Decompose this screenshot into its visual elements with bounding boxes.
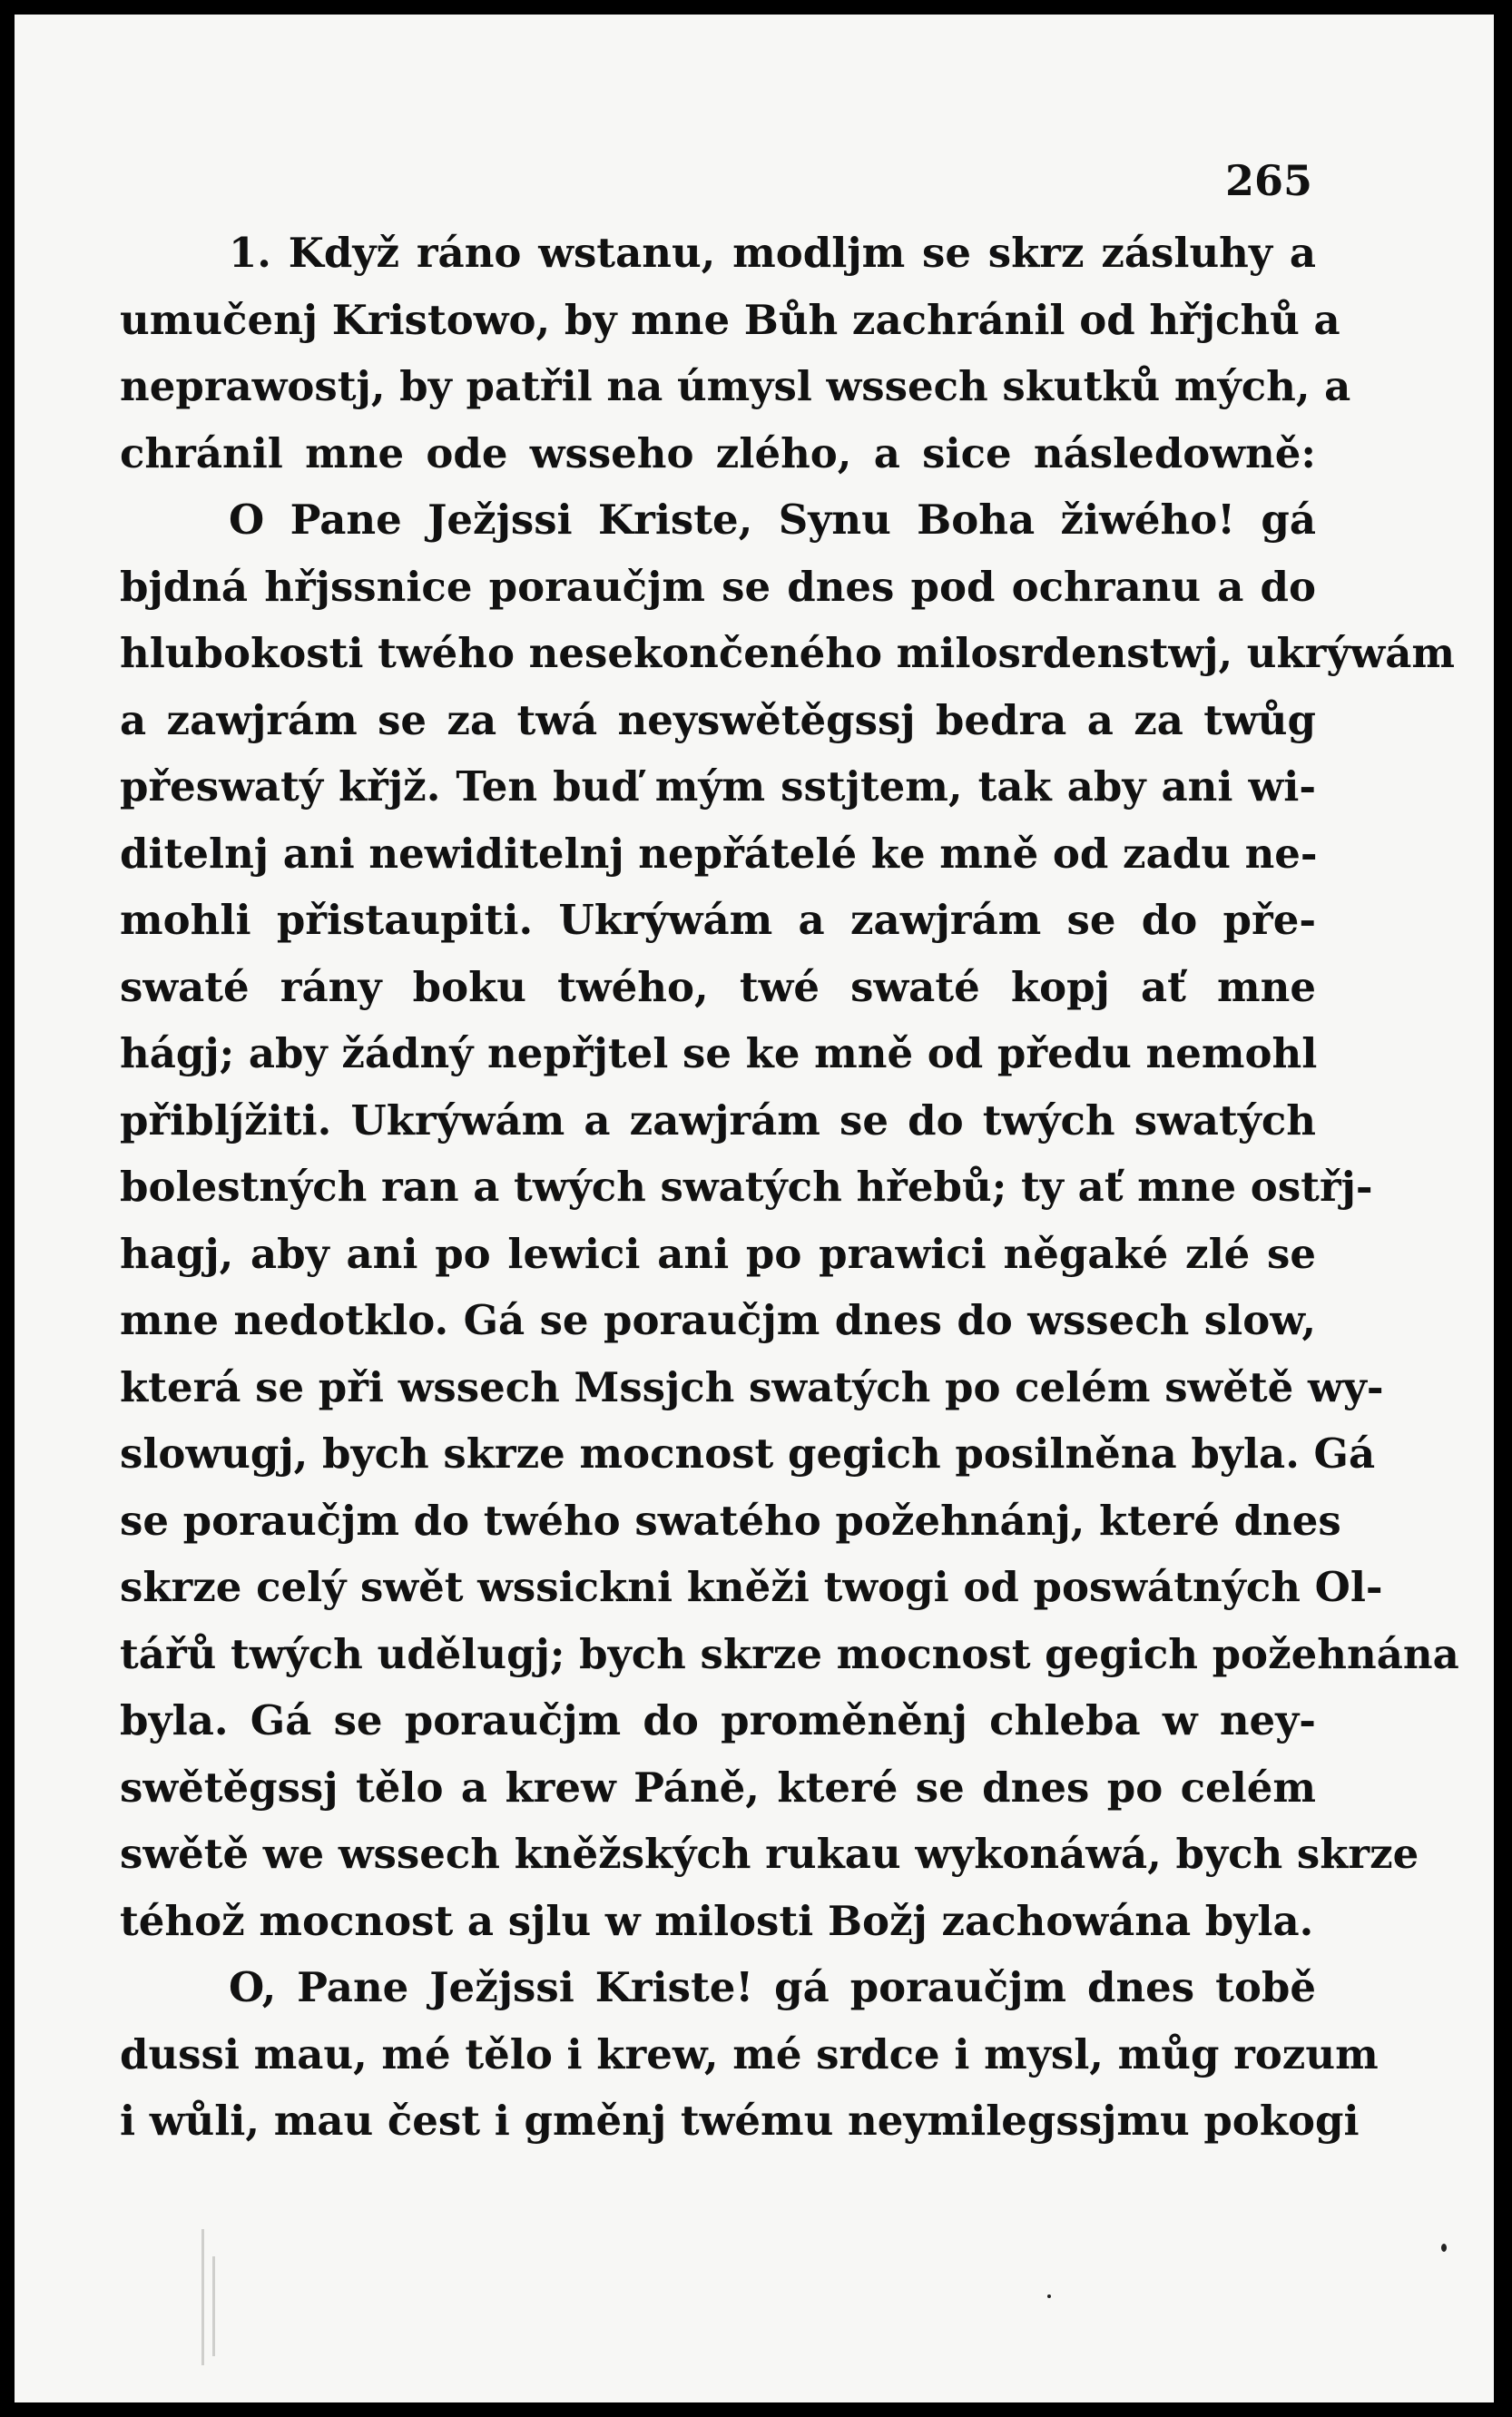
text-line: ditelnj ani newiditelnj nepřátelé ke mně od zadu ne- — [120, 829, 1318, 878]
text-line: hlubokosti twého nesekončeného milosrdenstwj, ukrýwám — [120, 629, 1456, 677]
text-line: O, Pane Ježjssi Kriste! gá poraučjm dnes tobě — [229, 1963, 1316, 2011]
text-line: mohli přistaupiti. Ukrýwám a zawjrám se do pře- — [120, 896, 1316, 944]
body-text — [120, 220, 1459, 2155]
text-line: hágj; aby žádný nepřjtel se ke mně od předu nemohl — [120, 1029, 1318, 1077]
book-page — [15, 15, 1494, 2402]
text-line: téhož mocnost a sjlu w milosti Božj zachowána byla. — [120, 1896, 1314, 1945]
text-line: skrze celý swět wssickni kněži twogi od poswátných Ol- — [120, 1563, 1383, 1611]
binding-shadow-mark — [201, 2229, 204, 2365]
text-line: umučenj Kristowo, by mne Bůh zachránil od hřjchů a — [120, 295, 1340, 344]
text-line: se poraučjm do twého swatého požehnánj, které dnes — [120, 1496, 1341, 1545]
ink-speck — [1047, 2294, 1051, 2298]
text-line: dussi mau, mé tělo i krew, mé srdce i mysl, můg rozum — [120, 2029, 1379, 2078]
text-line: hagj, aby ani po lewici ani po prawici něgaké zlé se — [120, 1229, 1316, 1278]
text-line: mne nedotklo. Gá se poraučjm dnes do wssech slow, — [120, 1296, 1316, 1344]
text-line: chránil mne ode wsseho zlého, a sice následowně: — [120, 428, 1316, 477]
ink-speck — [1441, 2244, 1447, 2252]
text-line: swaté rány boku twého, twé swaté kopj ať mne — [120, 962, 1316, 1011]
text-line: swětě we wssech kněžských rukau wykonáwá, bych skrze — [120, 1830, 1419, 1878]
text-line: O Pane Ježjssi Kriste, Synu Boha žiwého! gá — [229, 496, 1316, 544]
page-number: 265 — [1224, 156, 1312, 205]
text-line: přeswatý křjž. Ten buď mým sstjtem, tak aby ani wi- — [120, 762, 1316, 811]
text-line: byla. Gá se poraučjm do proměněnj chleba w ney- — [120, 1696, 1316, 1744]
text-line: 1. Když ráno wstanu, modljm se skrz zásluhy a — [229, 229, 1316, 277]
text-line: slowugj, bych skrze mocnost gegich posilněna byla. Gá — [120, 1430, 1376, 1478]
text-line: swětěgssj tělo a krew Páně, které se dnes po celém — [120, 1763, 1316, 1812]
binding-shadow-mark — [212, 2256, 215, 2356]
text-line: neprawostj, by patřil na úmysl wssech skutků mých, a — [120, 362, 1351, 410]
text-line: bolestných ran a twých swatých hřebů; ty ať mne ostřj- — [120, 1163, 1373, 1211]
text-line: bjdná hřjssnice poraučjm se dnes pod ochranu a do — [120, 562, 1316, 611]
text-line: a zawjrám se za twá neyswětěgssj bedra a za twůg — [120, 695, 1316, 744]
text-line: i wůli, mau čest i gměnj twému neymilegssjmu pokogi — [120, 2097, 1360, 2145]
text-line: která se při wssech Mssjch swatých po celém swětě wy- — [120, 1362, 1384, 1411]
text-line: tářů twých udělugj; bych skrze mocnost gegich požehnána — [120, 1629, 1459, 1678]
text-line: přiblj́žiti. Ukrýwám a zawjrám se do twých swatých — [120, 1096, 1316, 1145]
